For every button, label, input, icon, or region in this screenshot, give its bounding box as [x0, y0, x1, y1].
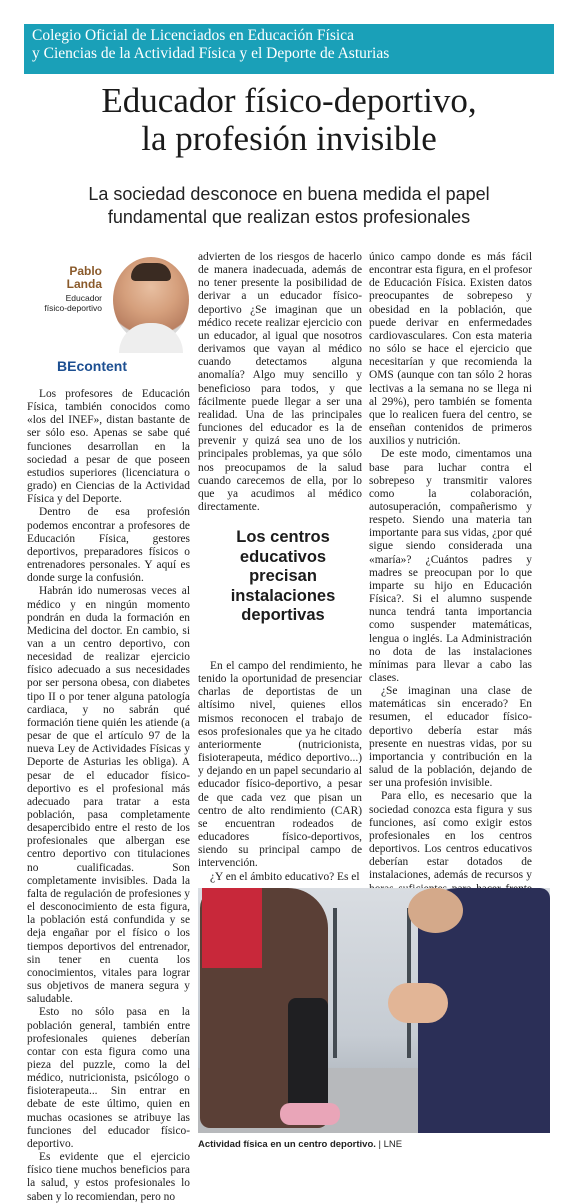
author-box [27, 253, 190, 351]
photo-red-shirt [202, 888, 262, 968]
publisher-banner [24, 24, 554, 74]
article-column-1 [27, 388, 190, 1203]
deck-line-2: fundamental que realizan estos profesionales [107, 207, 471, 227]
photo-pink-shoe [280, 1103, 340, 1125]
paragraph: ¿Se imaginan una clase de matemáticas sin encerado? En resumen, el educador físico-deportivo debería estar más presente en nuestras vidas, por su importancia y contribución en la salud de la población, dejando de ser una profesión invisible. [369, 685, 532, 790]
deck [24, 183, 554, 229]
paragraph: Es evidente que el ejercicio físico tiene muchos beneficios para la salud, y estos profesionales lo saben y lo recomiendan, pero no [27, 1151, 190, 1203]
paragraph: Dentro de esa profesión podemos encontrar a profesores de Educación Física, gestores deportivos, preparadores físicos o entrenadores personales. Y aquí es donde surge la confusión. [27, 506, 190, 585]
paragraph: En el campo del rendimiento, he tenido la oportunidad de presenciar charlas de deportistas de un altísimo nivel, quienes ellos mismos reconocen el trabajo de esos profesionales que ya he citado anteriormente (nutricionista, fisioterapeuta, médico deportivo...) y dejando en un papel secundario al educador físico-deportivo, a pesar de que cada vez que pisan un centro de alto rendimiento (CAR) se encuentran rodeados de educadores físico-deportivos, siendo su principal campo de intervención. [198, 660, 362, 870]
photo-leg [288, 998, 328, 1118]
caption-credit: | LNE [375, 1139, 403, 1150]
author-last-name: Landa [66, 277, 102, 291]
paragraph: Para ello, es necesario que la sociedad conozca esta figura y sus funciones, así como exigir estos profesionales en los centros deportivos. Los centros educativos deberían estar dotados de instalaciones, además de recursos y [369, 790, 532, 882]
photo-caption [198, 1139, 550, 1151]
author-first-name: Pablo [69, 264, 102, 278]
paragraph: Los profesores de Educación Física, también conocidos como «los del INEF», distan bastante de ser sólo eso. Apenas se sabe qué funciones desarrollan en la sociedad a pesar de que poseen estudios superiores (licenciatura o grado) en Ciencias de la Actividad Física y del Deporte. [27, 388, 190, 506]
paragraph: ¿Y en el ámbito educativo? Es el [210, 870, 360, 883]
photo-head [408, 888, 463, 933]
paragraph: único campo donde es más fácil encontrar esta figura, en el profesor de Educación Física. Existen datos preocupantes de sobrepeso y obesidad en la población, que puede derivar en enfermedades cardiovasculares. Con esta materia no sólo se hace el ejercicio que necesitarían y que recomienda la OMS (aunque con tan sólo 2 horas lectivas a la semana no se llega ni al 29%), pero también se fomenta que lo realicen fuera del centro, se enseñan contenidos de primeros auxilios y nutrición. [369, 251, 532, 448]
article-column-2 [198, 251, 362, 516]
author-photo-shirt [119, 323, 183, 353]
author-name [67, 265, 102, 291]
author-photo-hair [131, 263, 171, 281]
paragraph: De este modo, cimentamos una base para luchar contra el sobrepeso y transmitir valores como la colaboración, autosuperación, compañerismo y respeto. Siendo una materia tan importante para sus vidas, ¿por qué sigue siendo considerada una «maría»? ¿Cuántos padres y madres se preocupan por lo que imparte su hijo en Educación Física?. Si el alumno suspende nunca tendrá tanta importancia como suspender matemáticas, lengua o inglés. La Administración no dota de las instalaciones mínimas para llevar a cabo las clases. [369, 448, 532, 684]
headline-line-2: la profesión invisible [141, 119, 437, 158]
pull-quote: Los centros educativos precisan instalaciones deportivas [230, 528, 336, 624]
photo-gym-machine [333, 908, 411, 1058]
article-photo [198, 888, 550, 1133]
article-column-3 [369, 251, 532, 881]
author-photo [113, 257, 189, 343]
headline [24, 82, 554, 158]
banner-line-2: y Ciencias de la Actividad Física y el Deporte de Asturias [32, 45, 390, 62]
photo-clasped-hands [388, 983, 448, 1023]
paragraph: Habrán ido numerosas veces al médico y en ningún momento pondrán en duda la formación en Medicina del doctor. En cambio, si van a un centro deportivo, con necesidad de realizar ejercicio físico adecuado a sus necesidades por ser persona obesa, con diabetes tipo II o por tener alguna patología cardiaca, y no sabrán qué formación tiene quién les atiende (a pesar de que el artículo 97 de la nueva Ley de Actividades Físicas y Deporte de Asturias les obliga). A pesar de el educador físico-deportivo es el profesional más adecuado para tratar a esta población, pasa completamente desapercibido entre el resto de los profesionales que albergan ese centro deportivo con titulaciones no cualificadas. Son completamente invisibles. Dada la falta de regulación de profesiones y el desconocimiento de esta figura, la población está confundida y se deja engañar por el físico o los tiempos deportivos del entrenador, sin tener en cuenta los conocimientos, vitales para lograr sus objetivos de manera segura y saludable. [27, 585, 190, 1006]
author-role: Educador físico-deportivo [44, 293, 102, 313]
headline-line-1: Educador físico-deportivo, [101, 81, 477, 120]
becontent-logo: BEcontent [57, 358, 127, 374]
paragraph: advierten de los riesgos de hacerlo de manera inadecuada, además de no tener presente la posibilidad de derivar a un educador físico-deportivo ¿Se imaginan que un médico recete realizar ejercicio con un educador, al igual que nosotros derivamos que vayan al médico cuando detectamos alguna anomalía? Algo muy sencillo y beneficioso para todos, y que fácilmente puede llegar a ser una realidad. Una de las principales funciones del educador es la de prevenir y quizá sea uno de los principales problemas, ya que sólo nos preocupamos de la salud cuando carecemos de ella, por lo que ya acudimos al médico directamente. [198, 251, 362, 513]
article-column-2-lower [198, 660, 362, 883]
paragraph: Esto no sólo pasa en la población general, también entre profesionales quienes deberían contar con esta figura como una pieza del puzzle, como la del médico, nutricionista, psicólogo o fisioterapeuta... Sin entrar en debate de este último, quien en muchas ocasiones se atribuye las funciones del educador físico-deportivo. [27, 1006, 190, 1150]
banner-line-1: Colegio Oficial de Licenciados en Educación Física [32, 27, 354, 44]
caption-text: Actividad física en un centro deportivo. [198, 1139, 376, 1150]
deck-line-1: La sociedad desconoce en buena medida el papel [88, 184, 490, 204]
